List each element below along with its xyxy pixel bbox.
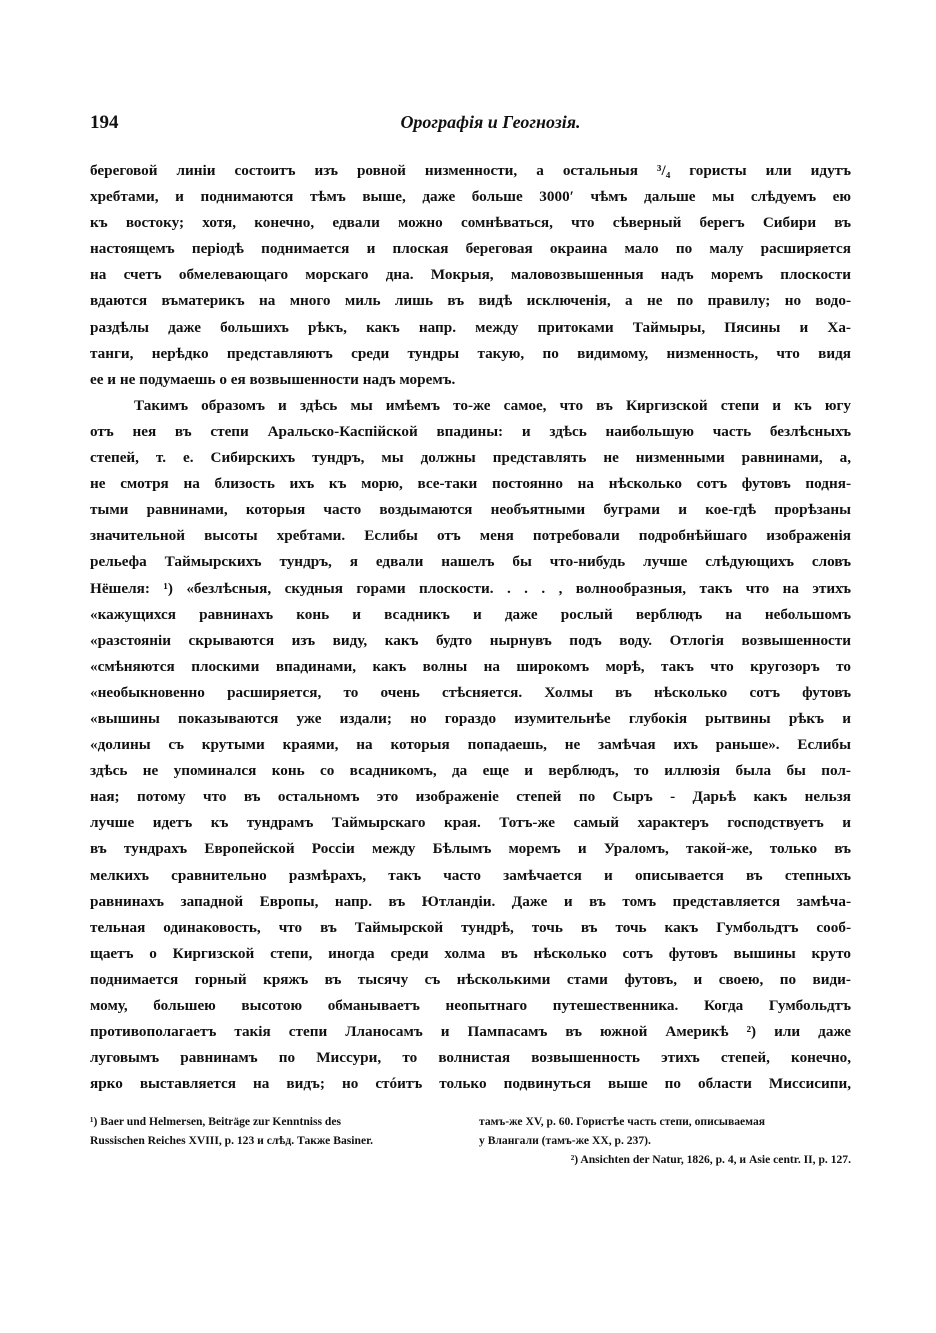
footnote-column-right (479, 1112, 851, 1169)
text-line: не смотря на близость ихъ къ морю, все-таки постоянно на нѣсколько сотъ футовъ подня- (90, 475, 851, 493)
text-line: мому, большею высотою обманываетъ неопытнаго путешественника. Когда Гумбольдтъ (90, 997, 851, 1014)
footnote-2: ²) Ansichten der Natur, 1826, p. 4, и Asie centr. II, p. 127. (570, 1153, 851, 1166)
text-line: хребтами, и поднимаются тѣмъ выше, даже больше 3000′ чѣмъ дальше мы слѣдуемъ ею (90, 188, 851, 206)
document-page (90, 112, 851, 1292)
text-line: въ тундрахъ Европейской Россіи между Бѣлымъ моремъ и Ураломъ, такой-же, только въ (90, 840, 851, 858)
footnote-column-left (90, 1112, 462, 1169)
text-line: тельная одинаковость, что въ Таймырской тундрѣ, точь въ точь какъ Гумбольдтъ сооб- (90, 918, 851, 936)
text-line: «необыкновенно расширяется, то очень стѣсняется. Холмы въ нѣсколько сотъ футовъ (90, 683, 851, 701)
footnote-line: тамъ-же XV, p. 60. Гористѣе часть степи, описываемая (479, 1115, 766, 1128)
text-line: отъ нея въ степи Аральско-Каспійской впадины: и здѣсь наибольшую часть безлѣсныхъ (90, 422, 851, 440)
text-line: «долины съ крутыми краями, на которыя попадаешь, не замѣчая ихъ раньше». Еслибы (90, 736, 851, 754)
text-line: вдаются въматерикъ на много миль лишь въ видѣ исключенія, а не по правилу; но водо- (90, 292, 851, 310)
text-line: «вышины показываются уже издали; но гораздо изумительнѣе глубокія рытвины рѣкъ и (90, 709, 851, 727)
text-line: степей, т. е. Сибирскихъ тундръ, мы должны представлять не низменными равнинами, а, (90, 449, 851, 467)
page-header (90, 112, 851, 144)
text-line: мелкихъ сравнительно размѣрахъ, такъ часто замѣчается и описывается въ степныхъ (90, 866, 851, 884)
footnote-line: у Влангали (тамъ-же XX, p. 237). (479, 1134, 651, 1147)
text-line: равнинахъ западной Европы, напр. въ Ютландіи. Даже и въ томъ представляется замѣча- (90, 892, 851, 910)
text-line: лучше идетъ къ тундрамъ Таймырскаго края. Тотъ-же самый характеръ господствуетъ и (90, 814, 851, 832)
text-line: значительной высоты хребтами. Еслибы отъ меня потребовали подробнѣйшаго изображенія (90, 527, 851, 545)
running-title: Орографія и Геогнозія. (400, 112, 581, 132)
text-line: ярко выставляется на видъ; но стóитъ только подвинуться выше по области Миссисипи, (90, 1075, 851, 1093)
text-line: Нёшеля: ¹) «безлѣсныя, скудныя горами плоскости. . . . , волнообразныя, такъ что на этихъ (90, 579, 851, 597)
text-line: здѣсь не упоминался конь со всадникомъ, да еще и верблюдъ, то иллюзія была бы пол- (90, 762, 851, 780)
text-line: «смѣняются плоскими впадинами, какъ волны на широкомъ морѣ, такъ что кругозоръ то (90, 657, 851, 675)
text-line: ее и не подумаешь о ея возвышенности надъ моремъ. (90, 370, 456, 388)
footnote-line: Russischen Reiches XVIII, p. 123 и слѣд. Также Basiner. (90, 1134, 374, 1147)
page-number: 194 (90, 112, 119, 133)
text-line: поднимается горный кряжъ въ тысячу съ нѣсколькими стами футовъ, и своею, по види- (90, 970, 851, 988)
text-line: береговой линіи состоитъ изъ ровной низменности, а остальныя ³/₄ гористы или идутъ (90, 162, 851, 179)
text-line: ная; потому что въ остальномъ это изображеніе степей по Сыръ - Дарьѣ какъ нельзя (90, 788, 851, 806)
text-line: раздѣлы даже большихъ рѣкъ, какъ напр. между притоками Таймыры, Пясины и Ха- (90, 318, 851, 336)
text-line: луговымъ равнинамъ по Миссури, то волнистая возвышенность этихъ степей, конечно, (90, 1049, 851, 1067)
text-line: рельефа Таймырскихъ тундръ, я едвали нашелъ бы что-нибудь лучше слѣдующихъ словъ (90, 553, 851, 571)
text-line: на счетъ обмелевающаго морскаго дна. Мокрыя, маловозвышенныя надъ моремъ плоскости (90, 266, 851, 284)
text-line: «разстояніи скрываются изъ виду, какъ будто нырнувъ подъ воду. Отлогія возвышенности (90, 631, 851, 649)
body-text (90, 158, 851, 1097)
text-line: «кажущихся равнинахъ конь и всадникъ и даже рослый верблюдъ на небольшомъ (90, 605, 851, 623)
text-line: щаетъ о Киргизской степи, иногда среди холма въ нѣсколько сотъ футовъ вышины круто (90, 944, 851, 962)
footnote-line: ¹) Baer und Helmersen, Beiträge zur Kenntniss des (90, 1115, 342, 1128)
footnotes (90, 1112, 851, 1169)
text-line: тыми равнинами, которыя часто воздымаются необъятными буграми и кое-гдѣ прорѣзаны (90, 501, 851, 519)
text-line: къ востоку; хотя, конечно, едвали можно сомнѣваться, что сѣверный берегъ Сибири въ (90, 214, 851, 232)
text-line: противополагаетъ такія степи Лланосамъ и Пампасамъ въ южной Америкѣ ²) или даже (90, 1023, 851, 1041)
text-line: Такимъ образомъ и здѣсь мы имѣемъ то-же самое, что въ Киргизской степи и къ югу (134, 396, 851, 414)
text-line: настоящемъ періодѣ поднимается и плоская береговая окраина мало по малу расширяется (90, 240, 851, 258)
text-line: танги, нерѣдко представляютъ среди тундры такую, по видимому, низменность, что видя (90, 344, 851, 362)
footnote-columns (90, 1112, 851, 1169)
